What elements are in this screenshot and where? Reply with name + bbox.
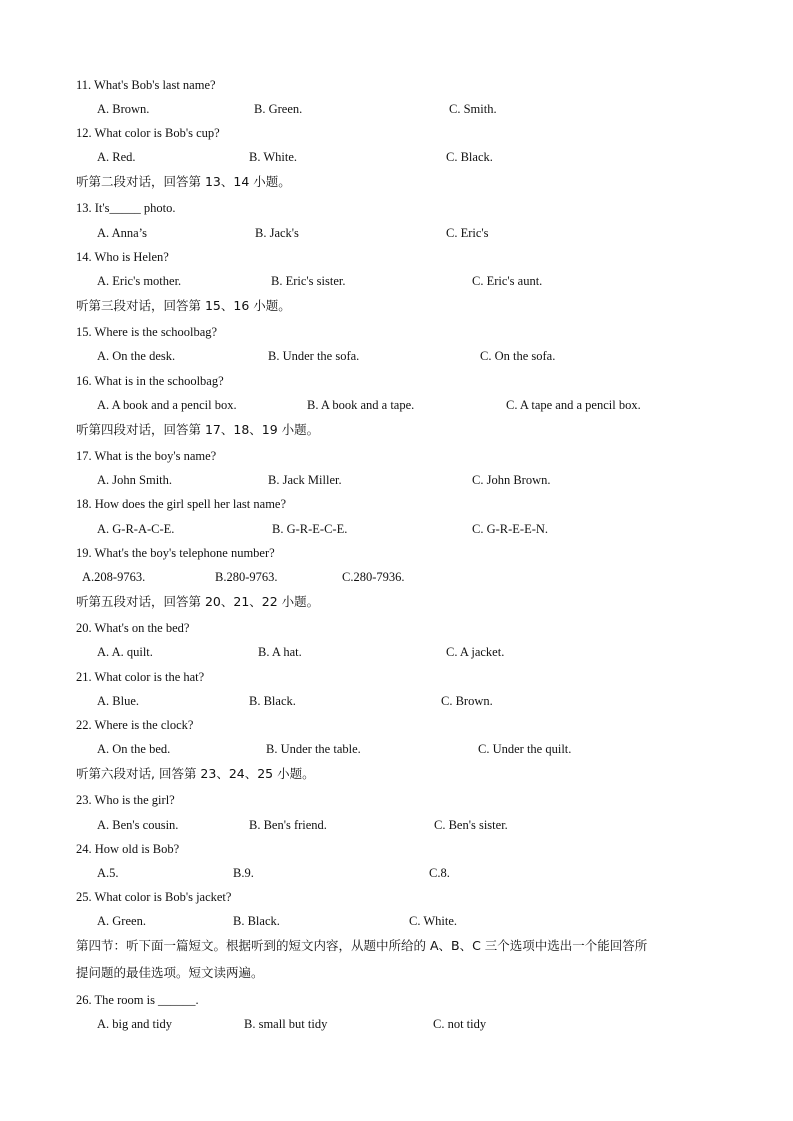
section-4-heading: 听第四段对话，回答第 17、18、19 小题。 [76, 422, 320, 437]
question-21-option-c: C. Brown. [441, 694, 493, 708]
part-4-instruction-line-2: 提问题的最佳选项。短文读两遍。 [76, 965, 264, 980]
question-22-option-a: A. On the bed. [97, 742, 171, 756]
question-16-option-a: A. A book and a pencil box. [97, 398, 237, 412]
question-26-option-a: A. big and tidy [97, 1017, 172, 1031]
question-14-option-b: B. Eric's sister. [271, 274, 346, 288]
question-23-stem: 23. Who is the girl? [76, 793, 175, 807]
question-25-option-a: A. Green. [97, 914, 146, 928]
question-17-stem: 17. What is the boy's name? [76, 449, 217, 463]
question-13-option-c: C. Eric's [446, 226, 489, 240]
question-24-option-c: C.8. [429, 866, 450, 880]
question-20-option-c: C. A jacket. [446, 645, 505, 659]
question-16-option-c: C. A tape and a pencil box. [506, 398, 641, 412]
question-22-option-c: C. Under the quilt. [478, 742, 572, 756]
question-16-stem: 16. What is in the schoolbag? [76, 374, 224, 388]
question-19-option-b: B.280-9763. [215, 570, 278, 584]
question-19-stem: 19. What's the boy's telephone number? [76, 546, 275, 560]
question-23-option-b: B. Ben's friend. [249, 818, 327, 832]
question-18-option-b: B. G-R-E-C-E. [272, 522, 348, 536]
question-17-option-b: B. Jack Miller. [268, 473, 342, 487]
question-14-stem: 14. Who is Helen? [76, 250, 169, 264]
question-25-option-b: B. Black. [233, 914, 280, 928]
question-22-option-b: B. Under the table. [266, 742, 361, 756]
part-4-instruction-line-1: 第四节：听下面一篇短文。根据听到的短文内容，从题中所给的 A、B、C 三个选项中选出一个能回答所 [76, 938, 648, 953]
question-12-option-a: A. Red. [97, 150, 136, 164]
question-20-stem: 20. What's on the bed? [76, 621, 190, 635]
question-15-option-a: A. On the desk. [97, 349, 176, 363]
question-24-option-b: B.9. [233, 866, 254, 880]
question-16-option-b: B. A book and a tape. [307, 398, 415, 412]
question-26-option-c: C. not tidy [433, 1017, 487, 1031]
question-13-stem: 13. It's_____ photo. [76, 201, 176, 215]
section-6-heading: 听第六段对话, 回答第 23、24、25 小题。 [76, 766, 315, 781]
question-14-option-c: C. Eric's aunt. [472, 274, 543, 288]
question-23-option-a: A. Ben's cousin. [97, 818, 179, 832]
question-11-stem: 11. What's Bob's last name? [76, 78, 216, 92]
question-14-option-a: A. Eric's mother. [97, 274, 182, 288]
section-5-heading: 听第五段对话，回答第 20、21、22 小题。 [76, 594, 320, 609]
question-11-option-a: A. Brown. [97, 102, 150, 116]
question-19-option-c: C.280-7936. [342, 570, 405, 584]
question-12-option-b: B. White. [249, 150, 298, 164]
question-22-stem: 22. Where is the clock? [76, 718, 194, 732]
question-24-stem: 24. How old is Bob? [76, 842, 180, 856]
question-23-option-c: C. Ben's sister. [434, 818, 508, 832]
question-19-option-a: A.208-9763. [82, 570, 146, 584]
question-25-option-c: C. White. [409, 914, 458, 928]
question-25-stem: 25. What color is Bob's jacket? [76, 890, 232, 904]
question-20-option-b: B. A hat. [258, 645, 302, 659]
section-3-heading: 听第三段对话，回答第 15、16 小题。 [76, 298, 291, 313]
question-12-option-c: C. Black. [446, 150, 493, 164]
question-15-stem: 15. Where is the schoolbag? [76, 325, 218, 339]
question-18-stem: 18. How does the girl spell her last name? [76, 497, 287, 511]
question-18-option-a: A. G-R-A-C-E. [97, 522, 175, 536]
question-13-option-a: A. Anna’s [97, 226, 147, 240]
section-2-heading: 听第二段对话，回答第 13、14 小题。 [76, 174, 291, 189]
question-24-option-a: A.5. [97, 866, 119, 880]
question-26-option-b: B. small but tidy [244, 1017, 328, 1031]
question-12-stem: 12. What color is Bob's cup? [76, 126, 220, 140]
question-13-option-b: B. Jack's [255, 226, 299, 240]
question-18-option-c: C. G-R-E-E-N. [472, 522, 549, 536]
question-21-option-b: B. Black. [249, 694, 296, 708]
question-21-stem: 21. What color is the hat? [76, 670, 205, 684]
question-17-option-a: A. John Smith. [97, 473, 173, 487]
question-15-option-c: C. On the sofa. [480, 349, 556, 363]
question-26-stem: 26. The room is ______. [76, 993, 199, 1007]
question-15-option-b: B. Under the sofa. [268, 349, 360, 363]
question-17-option-c: C. John Brown. [472, 473, 551, 487]
question-11-option-c: C. Smith. [449, 102, 497, 116]
question-20-option-a: A. A. quilt. [97, 645, 153, 659]
question-11-option-b: B. Green. [254, 102, 303, 116]
question-21-option-a: A. Blue. [97, 694, 140, 708]
